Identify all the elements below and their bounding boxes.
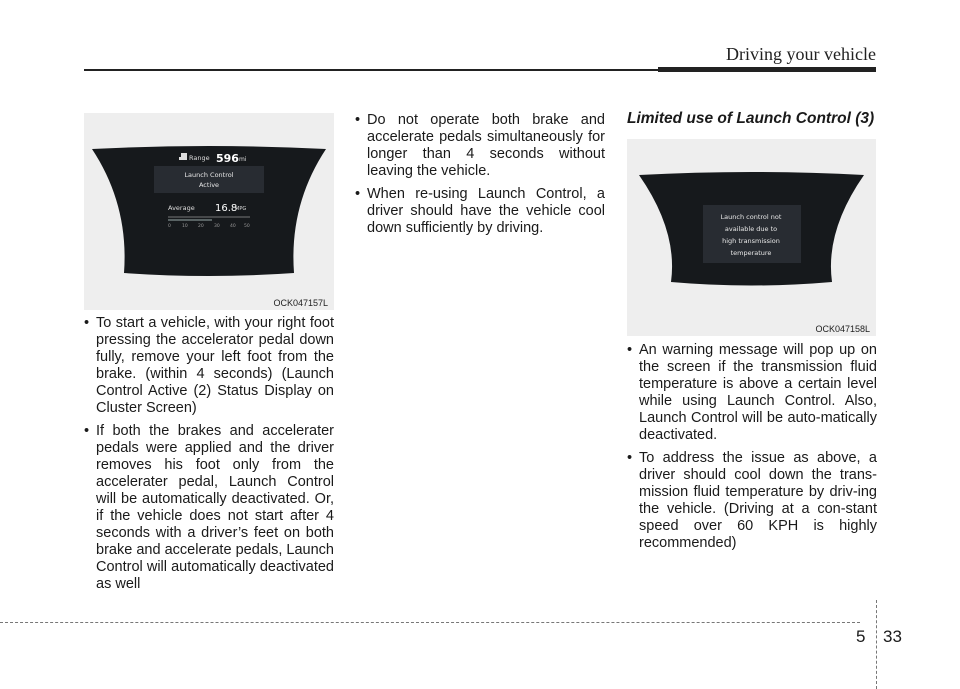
instructions-column-3 xyxy=(627,342,877,558)
launch-status-line1: Launch Control xyxy=(184,171,234,179)
footer-divider xyxy=(876,600,877,689)
bullet-item: • When re-using Launch Control, a driver should have the vehicle cool down sufficiently by driving. xyxy=(355,186,605,237)
svg-text:40: 40 xyxy=(230,224,236,229)
svg-text:30: 30 xyxy=(214,224,220,229)
bullet-item: • Do not operate both brake and accelerate pedals simultaneously for longer than 4 seconds without leaving the vehicle. xyxy=(355,112,605,180)
svg-text:50: 50 xyxy=(244,224,250,229)
svg-text:Launch control not: Launch control not xyxy=(720,213,782,221)
average-value: 16.8 xyxy=(215,203,238,214)
figure-caption: OCK047157L xyxy=(273,298,328,308)
cluster-screen-illustration xyxy=(84,113,334,310)
cluster-figure-launch-active xyxy=(84,113,334,310)
bullet-item: • To address the issue as above, a driver should cool down the trans-mission fluid temperature by driv-ing the vehicle. (Driving at a con-stant speed over 60 KPH is highly recommended) xyxy=(627,450,877,552)
bullet-item: • If both the brakes and accelerater pedals were applied and the driver removes his foot only from the accelerater pedal, Launch Control will be automatically deactivated. Or, if the vehicle does not start after 4 seconds with a driver’s feet on both brake and accelerate pedals, Launch Control will automatically deactivated as well xyxy=(84,423,334,593)
bullet-item: • An warning message will pop up on the screen if the transmission fluid temperature is above a certain level while using Launch Control. Also, Launch Control will be auto-matically deactivated. xyxy=(627,342,877,444)
instructions-column-1 xyxy=(84,315,334,599)
svg-text:temperature: temperature xyxy=(730,249,772,257)
average-unit: MPG xyxy=(235,206,247,212)
svg-text:20: 20 xyxy=(198,224,204,229)
chapter-number: 5 xyxy=(856,627,866,646)
bullet-item: • To start a vehicle, with your right foot pressing the accelerator pedal down fully, remove your left foot from the brake. (within 4 seconds) (Launch Control Active (2) Status Display on Cluster Screen) xyxy=(84,315,334,417)
svg-text:available due to: available due to xyxy=(724,225,778,233)
range-unit: mi xyxy=(239,156,247,163)
launch-status-line2: Active xyxy=(198,181,220,189)
footer-rule xyxy=(0,622,860,623)
header-rule-accent xyxy=(658,67,876,72)
page-number: 33 xyxy=(883,627,902,646)
running-header: Driving your vehicle xyxy=(726,44,876,64)
average-label: Average xyxy=(168,204,195,212)
range-label: Range xyxy=(189,154,210,162)
cluster-figure-launch-unavailable xyxy=(627,139,876,336)
figure-caption: OCK047158L xyxy=(815,324,870,334)
header-rule xyxy=(84,69,658,71)
svg-text:10: 10 xyxy=(182,224,188,229)
instructions-column-2 xyxy=(355,112,605,243)
range-value: 596 xyxy=(216,152,239,165)
section-heading: Limited use of Launch Control (3) xyxy=(627,110,875,127)
cluster-screen-illustration xyxy=(627,139,876,336)
svg-text:high transmission: high transmission xyxy=(722,237,780,245)
svg-text:0: 0 xyxy=(168,224,171,229)
